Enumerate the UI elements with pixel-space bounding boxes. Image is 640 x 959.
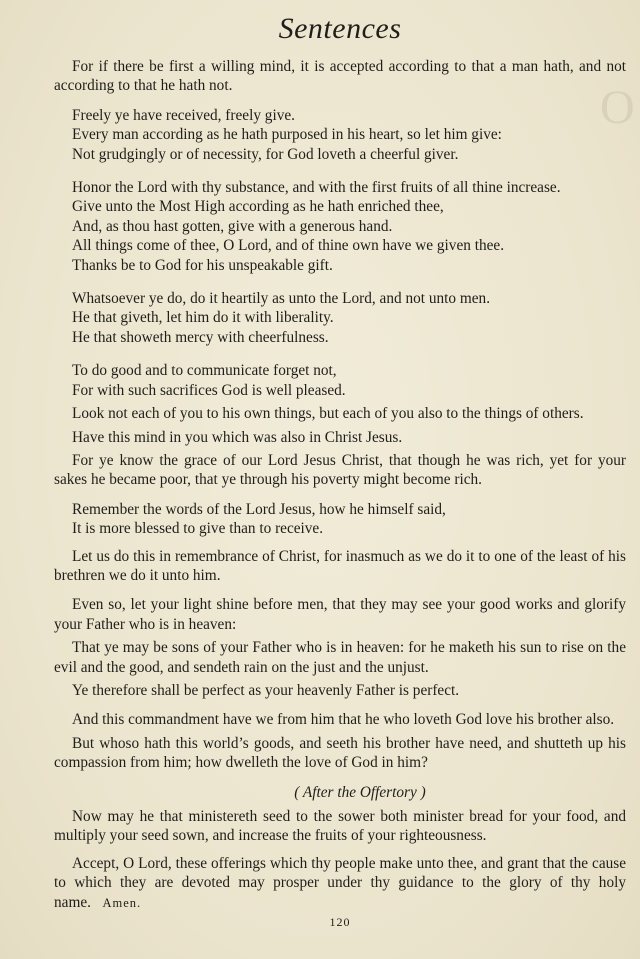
sentence-paragraph: Now may he that ministereth seed to the sower both minister bread for your food, and multiply your seed sown, and increase the fruits of your righteousness. [54,808,626,845]
verse-line: Remember the words of the Lord Jesus, how he himself said, [72,500,446,518]
show-through-mark: O [600,88,635,128]
verse-line: Whatsoever ye do, do it heartily as unto the Lord, and not unto men. [72,290,491,308]
sentence-paragraph: And this commandment have we from him that he who loveth God love his brother also. [72,711,615,729]
closing-prayer [54,854,626,913]
sentence-group [54,106,626,164]
sentence-paragraph: For if there be first a willing mind, it is accepted according to that a man hath, and not according to that he hath not. [54,58,626,95]
sentence-paragraph: For ye know the grace of our Lord Jesus Christ, that though he was rich, yet for your sakes he became poor, that ye through his poverty might become rich. [54,451,626,489]
verse-line: For with such sacrifices God is well pleased. [72,381,346,399]
verse-line: All things come of thee, O Lord, and of thine own have we given thee. [72,237,505,255]
closing-prayer-text: Accept, O Lord, these offerings which thy people make unto thee, and grant that the cause to which they are devoted may prosper under thy guidance to the glory of thy holy name. [54,854,626,911]
verse-line: He that showeth mercy with cheerfulness. [72,328,329,346]
offertory-caption: ( After the Offertory ) [294,783,426,801]
verse-line: He that giveth, let him do it with liberality. [72,309,334,327]
sentence-paragraph: That ye may be sons of your Father who is in heaven: for he maketh his sun to rise on the evil and the good, and sendeth rain on the just and the unjust. [54,639,626,676]
sentence-paragraph: Have this mind in you which was also in Christ Jesus. [72,428,403,446]
page-body [54,57,626,913]
verse-line: Not grudgingly or of necessity, for God loveth a cheerful giver. [72,145,459,163]
sentence-group [54,361,626,400]
sentence-group [54,289,626,347]
sentence-paragraph: Let us do this in remembrance of Christ, for inasmuch as we do it to one of the least of his brethren we do it unto him. [54,547,626,584]
page-number: 120 [329,915,351,929]
verse-line: Freely ye have received, freely give. [72,106,295,124]
verse-line: Every man according as he hath purposed in his heart, so let him give: [72,126,502,144]
amen-word: Amen. [102,895,142,910]
sentence-paragraph: Look not each of you to his own things, but each of you also to the things of others. [72,405,584,423]
sentence-paragraph: Even so, let your light shine before men, that they may see your good works and glorify your Father who is in heaven: [54,596,626,633]
sentence-group [54,500,626,539]
verse-line: Give unto the Most High according as he hath enriched thee, [72,198,444,216]
sentence-group [54,178,626,275]
verse-line: It is more blessed to give than to receive. [72,520,324,538]
sentence-paragraph: Ye therefore shall be perfect as your heavenly Father is perfect. [72,681,460,699]
sentence-paragraph: But whoso hath this world’s goods, and seeth his brother have need, and shutteth up his compassion from him; how dwelleth the love of God in him? [54,734,626,772]
verse-line: Honor the Lord with thy substance, and with the first fruits of all thine increase. [72,179,561,197]
verse-line: To do good and to communicate forget not, [72,362,337,380]
verse-line: And, as thou hast gotten, give with a generous hand. [72,217,393,235]
verse-line: Thanks be to God for his unspeakable gift. [72,256,333,274]
page-title: Sentences [278,12,402,45]
